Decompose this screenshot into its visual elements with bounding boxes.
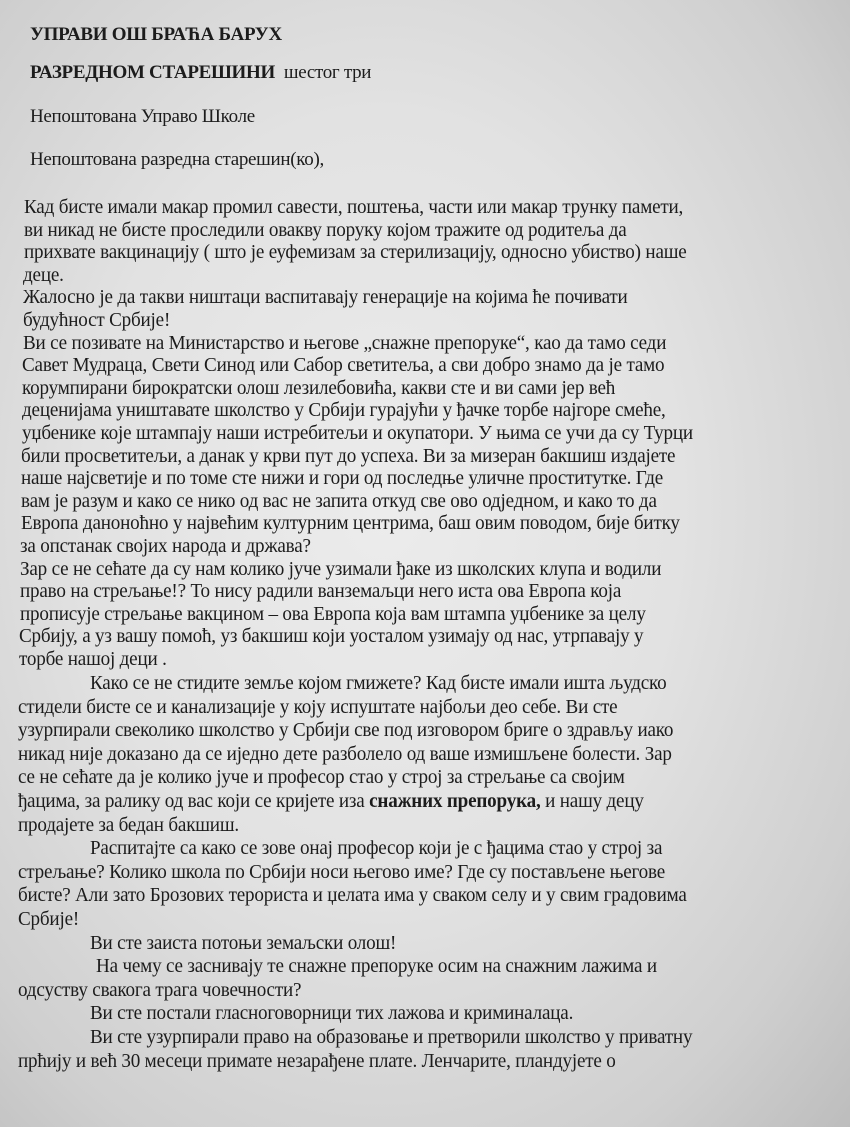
body-line: право на стрељање!? То нису радили ванземаљци него иста ова Европа која	[19, 581, 621, 603]
body-line: Европа даноноћно у највећим културним центрима, баш овим поводом, бије битку	[20, 513, 680, 535]
body-line: прћију и већ 30 месеци примате незарађене плате. Ленчарите, пландујете о	[18, 1050, 616, 1072]
body-line: за опстанак својих народа и држава?	[20, 536, 312, 557]
body-line: Жалосно је да такви ништаци васпитавају генерације на којима ће почивати	[23, 287, 628, 309]
body-line: уџбенике које штампају наши истребитељи и окупатори. У њима се учи да су Турци	[21, 423, 693, 444]
addressee-class-teacher-caps: РАЗРЕДНОМ СТАРЕШИНИ	[30, 62, 275, 83]
body-line: прихвате вакцинацију ( што је еуфемизам за стерилизацију, односно убиство) наше	[23, 242, 687, 264]
body-line: торбе нашој деци .	[19, 649, 167, 670]
body-line: будућност Србије!	[22, 310, 170, 331]
addressee-class-name: шестог три	[283, 62, 372, 83]
body-line: никад није доказано да се иједно дете разболело од ваше измишљене болести. Зар	[18, 743, 672, 765]
body-line: деце.	[23, 264, 64, 286]
body-line: стрељање? Колико школа по Србији носи његово име? Где су постављене његове	[18, 861, 666, 883]
body-text-segment: и нашу децу	[540, 791, 644, 812]
body-line: бисте? Али зато Брозових терориста и џелата има у сваком селу и у свим градовима	[18, 885, 687, 907]
body-line: Ви се позивате на Министарство и његове „снажне препоруке“, као да тамо седи	[22, 332, 666, 354]
body-line: Ви сте заиста потоњи земаљски олош!	[90, 932, 397, 954]
body-line: били просветитељи, а данак у крви пут до успеха. Ви за мизеран бакшиш издајете	[21, 445, 676, 467]
salutation-management: Непоштована Управо Школе	[30, 106, 255, 127]
body-line: стидели бисте се и канализације у коју испуштате најбољи део себе. Ви сте	[18, 696, 618, 718]
body-line: ви никад не бисте проследили овакву поруку којом тражите од родитеља да	[23, 219, 627, 241]
body-line: деценијама уништавате школство у Србији гурајући у ђачке торбе најгоре смеће,	[21, 400, 666, 422]
body-line	[18, 790, 644, 814]
body-line: Ви сте узурпирали право на образовање и претворили школство у приватну	[90, 1027, 693, 1048]
body-line: се не сећате да је колико јуче и професор стао у строј за стрељање са својим	[18, 767, 625, 789]
body-line: Ви сте постали гласноговорници тих лажова и криминалаца.	[90, 1003, 574, 1025]
body-text-segment: ђацима, за ралику од вас који се кријете иза	[18, 791, 370, 812]
body-line: наше најсветије и по томе сте нижи и гори од последње уличне проститутке. Где	[21, 468, 664, 490]
body-line: корумпирани бирократски олош лезилебовића, какви сте и ви сами јер већ	[22, 377, 616, 399]
body-line: Како се не стидите земље којом гмижете? Кад бисте имали ишта људско	[90, 673, 667, 694]
body-line: Србије!	[18, 909, 80, 930]
addressee-class-teacher	[30, 62, 371, 84]
body-line: Кад бисте имали макар промил савести, поштења, части или макар трунку памети,	[24, 197, 684, 218]
body-line: вам је разум и како се нико од вас не запита откуд све ово одједном, и како то да	[20, 490, 657, 512]
body-line: одсуству свакога трага човечности?	[18, 979, 302, 1001]
body-line: прописује стрељање вакцином – ова Европа која вам штампа уџбенике за целу	[19, 603, 646, 625]
body-line: продајете за бедан бакшиш.	[18, 814, 239, 836]
body-line: Зар се не сећате да су нам колико јуче узимали ђаке из школских клупа и водили	[20, 558, 662, 580]
body-line: Србију, а уз вашу помоћ, уз бакшиш који уосталом узимају од нас, утрпавају у	[19, 626, 644, 648]
emphasized-phrase: снажних препорука,	[369, 791, 541, 812]
body-line: Распитајте са како се зове онај професор који је с ђацима стао у строј за	[90, 838, 663, 860]
body-line: Савет Мудраца, Свети Синод или Сабор светитеља, а сви добро знамо да је тамо	[22, 355, 665, 377]
body-line: На чему се заснивају те снажне препоруке осим на снажним лажима и	[96, 956, 657, 978]
salutation-teacher: Непоштована разредна старешин(ко),	[30, 149, 324, 170]
addressee-school-management: УПРАВИ ОШ БРАЋА БАРУХ	[30, 24, 282, 45]
body-line: узурпирали свеколико школство у Србији све под изговором бриге о здрављу иако	[18, 720, 674, 742]
